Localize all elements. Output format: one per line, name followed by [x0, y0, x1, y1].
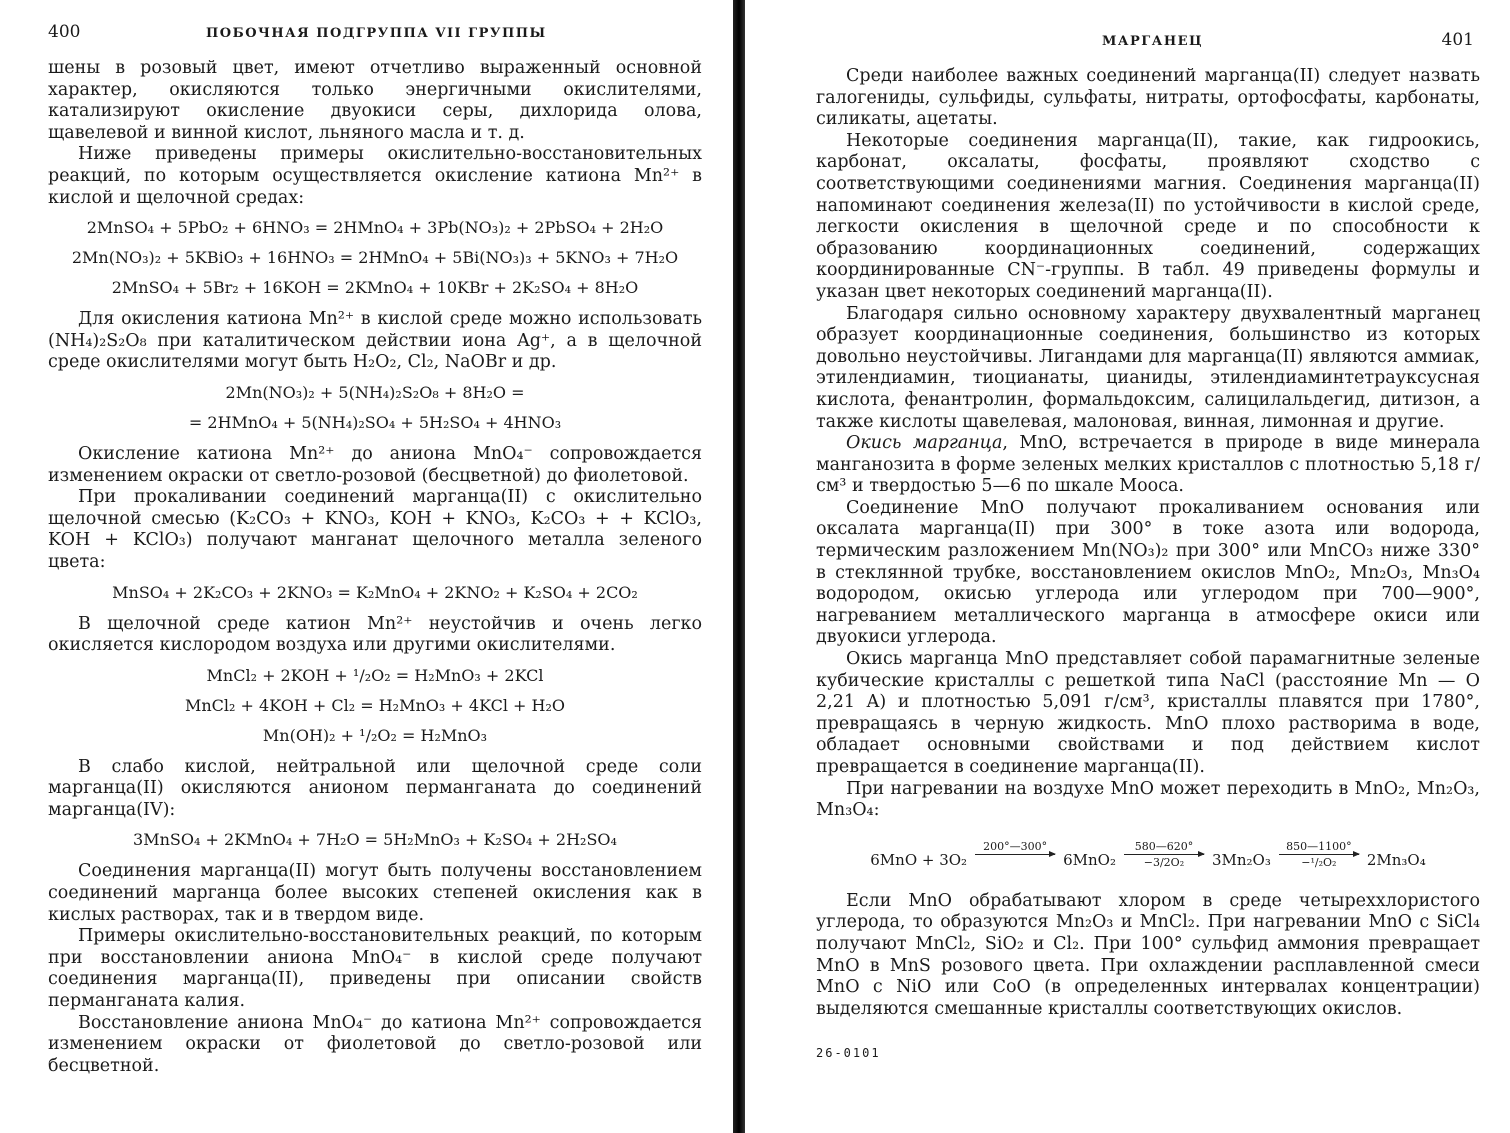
- paragraph: При нагревании на воздухе MnO может переходить в MnO₂, Mn₂O₃, Mn₃O₄:: [816, 778, 1480, 821]
- paragraph: Соединение MnO получают прокаливанием основания или оксалата марганца(II) при 300° в токе азота или водорода, термическим разложением Mn(NO₃)₂ при 300° или MnCO₃ ниже 330° в стеклянной трубке, восстановлением окислов MnO₂, Mn₂O₃, Mn₃O₄ водородом, окисью углерода или углеродом при 700—900°, нагреванием металлического марганца в атмосфере окиси или двуокиси углерода.: [816, 497, 1480, 648]
- book-gutter: [733, 0, 745, 1133]
- arrow-condition: 580—620°: [1134, 839, 1194, 853]
- page-number: 401: [1441, 30, 1474, 50]
- left-page-header: [48, 22, 702, 58]
- right-page: [750, 0, 1510, 1133]
- arrow-byproduct: −3/2O₂: [1143, 855, 1185, 869]
- reaction-arrow: [1279, 840, 1359, 869]
- paragraph: В щелочной среде катион Mn²⁺ неустойчив и очень легко окисляется кислородом воздуха или другими окислителями.: [48, 613, 702, 656]
- arrow-condition: 200°—300°: [983, 839, 1048, 853]
- paragraph: Примеры окислительно-восстановительных реакций, по которым при восстановлении аниона MnO₄⁻ в кислой среде получают соединения марганца(II), приведены при описании свойств перманганата калия.: [48, 926, 702, 1012]
- arrow-icon: [1124, 854, 1204, 855]
- paragraph: шены в розовый цвет, имеют отчетливо выраженный основной характер, окисляются только энергичными окислителями, катализируют окисление двуокиси серы, дихлорида олова, щавелевой и винной кислот, льняного масла и т. д.: [48, 58, 702, 143]
- running-title: ПОБОЧНАЯ ПОДГРУППА VII ГРУППЫ: [206, 26, 547, 41]
- chain-term: 3Mn₂O₃: [1211, 850, 1271, 869]
- equation: 2MnSO₄ + 5Br₂ + 16KOH = 2KMnO₄ + 10KBr + 2K₂SO₄ + 8H₂O: [111, 278, 639, 298]
- reaction-chain: [816, 840, 1480, 869]
- paragraph: Ниже приведены примеры окислительно-восстановительных реакций, по которым осуществляется окисление катиона Mn²⁺ в кислой и щелочной средах:: [48, 144, 702, 208]
- paragraph: Благодаря сильно основному характеру двухвалентный марганец образует координационные соединения, большинство из которых довольно неустойчивы. Лигандами для марганца(II) являются аммиак, этилендиамин, тиоцианаты, цианиды, этилендиаминтетрауксусная кислота, фенантролин, формальдоксим, салицилальдегид, дитизон, а также кислоты щавелевая, малоновая, винная, лимонная и другие.: [816, 303, 1480, 432]
- equation: MnCl₂ + 2KOH + ¹/₂O₂ = H₂MnO₃ + 2KCl: [206, 665, 544, 685]
- paragraph: Среди наиболее важных соединений марганца(II) следует назвать галогениды, сульфиды, сульфаты, нитраты, ортофосфаты, карбонаты, силикаты, ацетаты.: [816, 66, 1480, 130]
- arrow-icon: [975, 854, 1055, 855]
- equation: Mn(OH)₂ + ¹/₂O₂ = H₂MnO₃: [262, 725, 488, 745]
- paragraph: Некоторые соединения марганца(II), такие, как гидроокись, карбонат, оксалаты, фосфаты, проявляют сходство с соответствующими соединениями магния. Соединения марганца(II) напоминают соединения железа(II) по устойчивости в кислой среде, легкости окисления в щелочной среде и по способности к образованию координационных соединений, содержащих координированные CN⁻-группы. В табл. 49 приведены формулы и указан цвет некоторых соединений марганца(II).: [816, 130, 1480, 302]
- running-title: МАРГАНЕЦ: [1102, 34, 1204, 49]
- signature-code: 26-0101: [816, 1046, 881, 1061]
- paragraph: Восстановление аниона MnO₄⁻ до катиона Mn²⁺ сопровождается изменением окраски от фиолетовой до светло-розовой или бесцветной.: [48, 1012, 702, 1076]
- equation: MnSO₄ + 2K₂CO₃ + 2KNO₃ = K₂MnO₄ + 2KNO₂ + K₂SO₄ + 2CO₂: [112, 582, 638, 602]
- paragraph: [816, 433, 1480, 498]
- paragraph: Окись марганца MnO представляет собой парамагнитные зеленые кубические кристаллы с решеткой типа NaCl (расстояние Mn — O 2,21 A) и плотностью 5,091 г/см³, кристаллы плавятся при 1780°, превращаясь в черную жидкость. MnO плохо растворима в воде, обладает основными свойствами и под действием кислот превращается в соединение марганца(II).: [816, 649, 1480, 777]
- paragraph: В слабо кислой, нейтральной или щелочной среде соли марганца(II) окисляются анионом перманганата до соединений марганца(IV):: [48, 756, 702, 820]
- equation-block: [48, 215, 702, 301]
- equation: 2Mn(NO₃)₂ + 5(NH₄)₂S₂O₈ + 8H₂O =: [225, 382, 525, 402]
- paragraph: При прокаливании соединений марганца(II) с окислительно щелочной смесью (K₂CO₃ + KNO₃, KOH + KNO₃, K₂CO₃ + + KClO₃, KOH + KClO₃) получают манганат щелочного металла зеленого цвета:: [48, 487, 702, 572]
- arrow-icon: [1279, 854, 1359, 855]
- arrow-byproduct: −¹/₂O₂: [1301, 855, 1337, 869]
- left-page: [0, 0, 738, 1133]
- arrow-byproduct: [1013, 856, 1017, 869]
- equation-block: [48, 827, 702, 853]
- chain-term: 6MnO₂: [1063, 850, 1116, 869]
- chain-term: 2Mn₃O₄: [1366, 850, 1426, 869]
- equation: MnCl₂ + 4KOH + Cl₂ = H₂MnO₃ + 4KCl + H₂O: [184, 695, 566, 715]
- paragraph: Соединения марганца(II) могут быть получены восстановлением соединений марганца более высоких степеней окисления как в кислых растворах, так и в твердом виде.: [48, 861, 702, 925]
- equation-block: [48, 380, 702, 436]
- equation-block: [48, 580, 702, 606]
- equation: 3MnSO₄ + 2KMnO₄ + 7H₂O = 5H₂MnO₃ + K₂SO₄ + 2H₂SO₄: [133, 830, 617, 850]
- equation: = 2HMnO₄ + 5(NH₄)₂SO₄ + 5H₂SO₄ + 4HNO₃: [188, 412, 562, 432]
- reaction-arrow: [975, 840, 1055, 869]
- paragraph-text: , MnO, встречается в природе в виде минерала манганозита в форме зеленых мелких кристаллов с плотностью 5,18 г/см³ и твердостью 5—6 по шкале Мооса.: [816, 433, 1480, 497]
- paragraph: Окисление катиона Mn²⁺ до аниона MnO₄⁻ сопровождается изменением окраски от светло-розовой (бесцветной) до фиолетовой.: [48, 443, 702, 486]
- paragraph: Если MnO обрабатывают хлором в среде четыреххлористого углерода, то образуются Mn₂O₃ и MnCl₂. При нагревании MnO с SiCl₄ получают MnCl₂, SiO₂ и Cl₂. При 100° сульфид аммония превращает MnO в MnS розового цвета. При охлаждении расплавленной смеси MnO с NiO или CoO (в определенных интервалах концентрации) выделяются смешанные кристаллы соответствующих окислов.: [816, 890, 1480, 1019]
- page-number: 400: [48, 22, 81, 42]
- italic-term: Окись марганца: [846, 433, 1003, 454]
- equation-block: [48, 663, 702, 749]
- equation: 2MnSO₄ + 5PbO₂ + 6HNO₃ = 2HMnO₄ + 3Pb(NO₃)₂ + 2PbSO₄ + 2H₂O: [86, 218, 664, 238]
- reaction-arrow: [1124, 840, 1204, 869]
- equation: 2Mn(NO₃)₂ + 5KBiO₃ + 16HNO₃ = 2HMnO₄ + 5Bi(NO₃)₃ + 5KNO₃ + 7H₂O: [71, 248, 679, 268]
- arrow-condition: 850—1100°: [1286, 839, 1352, 853]
- right-page-header: [816, 30, 1480, 66]
- paragraph: Для окисления катиона Mn²⁺ в кислой среде можно использовать (NH₄)₂S₂O₈ при каталитическом действии иона Ag⁺, а в щелочной среде окислителями могут быть H₂O₂, Cl₂, NaOBr и др.: [48, 309, 702, 373]
- chain-term: 6MnO + 3O₂: [870, 850, 968, 869]
